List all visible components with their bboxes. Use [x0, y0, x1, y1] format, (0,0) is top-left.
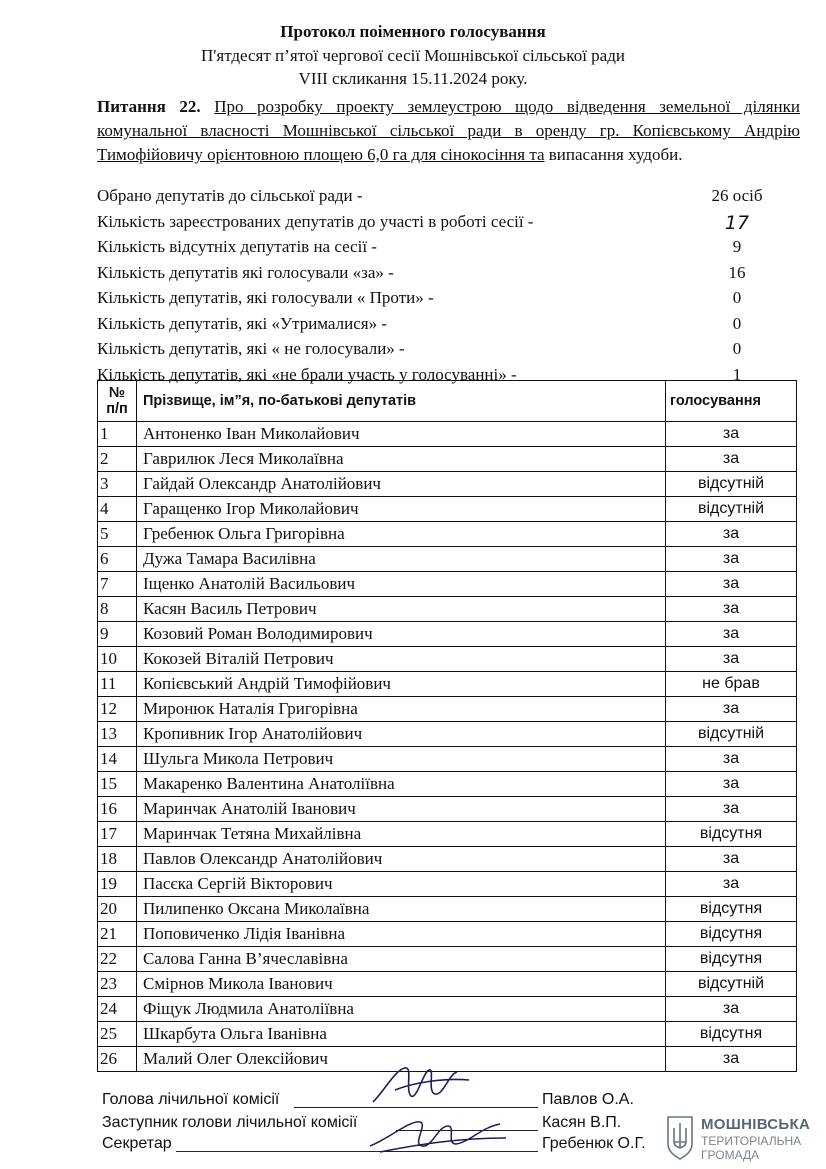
logo-line-1: МОШНІВСЬКА	[701, 1116, 811, 1133]
deputy-name: Пасєка Сергій Вікторович	[137, 872, 666, 897]
table-row	[98, 797, 797, 822]
session-line: П'ятдесят п’ятої чергової сесії Мошнівської сільської ради	[201, 46, 625, 65]
vote-result: відсутній	[666, 972, 797, 997]
stat-value: 26 осіб	[711, 186, 763, 205]
deputy-name: Іщенко Анатолій Васильович	[137, 572, 666, 597]
stat-row	[97, 186, 800, 212]
vote-result: за	[666, 797, 797, 822]
row-number: 25	[98, 1022, 137, 1047]
table-row	[98, 647, 797, 672]
deputy-name: Кропивник Ігор Анатолійович	[137, 722, 666, 747]
table-row	[98, 822, 797, 847]
table-row	[98, 722, 797, 747]
vote-result: за	[666, 522, 797, 547]
vote-result: відсутня	[666, 1022, 797, 1047]
vote-result: за	[666, 547, 797, 572]
table-row	[98, 997, 797, 1022]
row-number: 16	[98, 797, 137, 822]
deputy-name: Антоненко Іван Миколайович	[137, 422, 666, 447]
deputy-name: Малий Олег Олексійович	[137, 1047, 666, 1072]
vote-result: за	[666, 647, 797, 672]
stat-value: 0	[732, 288, 742, 307]
row-number: 15	[98, 772, 137, 797]
vote-result: за	[666, 1047, 797, 1072]
question-label: Питання 22.	[97, 97, 201, 116]
row-number: 17	[98, 822, 137, 847]
row-number: 5	[98, 522, 137, 547]
table-row	[98, 697, 797, 722]
deputy-name: Пилипенко Оксана Миколаївна	[137, 897, 666, 922]
vote-result: за	[666, 872, 797, 897]
deputy-name: Смірнов Микола Іванович	[137, 972, 666, 997]
votes-table	[97, 380, 797, 1072]
stat-value: 0	[732, 339, 742, 358]
trident-emblem-icon	[665, 1114, 695, 1160]
deputy-name: Маринчак Тетяна Михайлівна	[137, 822, 666, 847]
row-number: 7	[98, 572, 137, 597]
row-number: 18	[98, 847, 137, 872]
row-number: 13	[98, 722, 137, 747]
row-number: 24	[98, 997, 137, 1022]
row-number: 10	[98, 647, 137, 672]
deputy-name: Гребенюк Ольга Григорівна	[137, 522, 666, 547]
vote-result: відсутня	[666, 947, 797, 972]
vote-result: за	[666, 422, 797, 447]
vote-result: за	[666, 622, 797, 647]
table-header-row	[98, 381, 797, 422]
vote-result: відсутня	[666, 822, 797, 847]
community-logo	[665, 1114, 815, 1164]
vote-result: відсутній	[666, 497, 797, 522]
table-row	[98, 472, 797, 497]
stat-label: Кількість депутатів, які «не брали участь у голосуванні» -	[97, 364, 517, 384]
vote-result: відсутня	[666, 897, 797, 922]
row-number: 2	[98, 447, 137, 472]
logo-line-3: ГРОМАДА	[701, 1148, 760, 1162]
stat-row	[97, 263, 800, 289]
deputy-name: Салова Ганна В’ячеславівна	[137, 947, 666, 972]
vote-result: не брав	[666, 672, 797, 697]
table-row	[98, 497, 797, 522]
deputy-name: Кокозей Віталій Петрович	[137, 647, 666, 672]
document-title: Протокол поіменного голосування	[280, 22, 546, 41]
table-row	[98, 922, 797, 947]
table-row	[98, 847, 797, 872]
deputy-name: Шульга Микола Петрович	[137, 747, 666, 772]
table-row	[98, 897, 797, 922]
table-row	[98, 547, 797, 572]
table-row	[98, 522, 797, 547]
row-number: 14	[98, 747, 137, 772]
stat-label: Кількість відсутніх депутатів на сесії -	[97, 237, 377, 256]
question-text: Про розробку проекту землеустрою щодо відведення земельної ділянки комунальної власності Мошнівської сільської ради в оренду гр. Копієвському Андрію Тимофійовичу орієнтовною площею 6,0 га для сінокосіння та	[97, 97, 800, 164]
deputy-name: Маринчак Анатолій Іванович	[137, 797, 666, 822]
vote-result: за	[666, 572, 797, 597]
vote-result: за	[666, 747, 797, 772]
row-number: 4	[98, 497, 137, 522]
row-number: 8	[98, 597, 137, 622]
stat-value-handwritten: 17	[724, 211, 750, 234]
deputy-name: Шкарбута Ольга Іванівна	[137, 1022, 666, 1047]
table-row	[98, 1022, 797, 1047]
stat-row	[97, 237, 800, 263]
handwritten-signature-2	[360, 1108, 510, 1158]
signature-role: Секретар	[102, 1135, 172, 1152]
row-number: 21	[98, 922, 137, 947]
deputy-name: Гайдай Олександр Анатолійович	[137, 472, 666, 497]
stat-value: 9	[732, 237, 742, 256]
row-number: 20	[98, 897, 137, 922]
deputy-name: Павлов Олександр Анатолійович	[137, 847, 666, 872]
handwritten-signature-1	[365, 1060, 475, 1110]
table-row	[98, 972, 797, 997]
deputy-name: Макаренко Валентина Анатоліївна	[137, 772, 666, 797]
deputy-name: Гаращенко Ігор Миколайович	[137, 497, 666, 522]
header-name: Прізвище, ім”я, по-батькові депутатів	[137, 381, 666, 422]
vote-result: відсутня	[666, 922, 797, 947]
row-number: 1	[98, 422, 137, 447]
table-row	[98, 572, 797, 597]
vote-result: за	[666, 847, 797, 872]
row-number: 26	[98, 1047, 137, 1072]
stat-value: 0	[732, 313, 742, 333]
signature-name: Павлов О.А.	[542, 1091, 634, 1108]
table-row	[98, 672, 797, 697]
deputy-name: Гаврилюк Леся Миколаївна	[137, 447, 666, 472]
row-number: 9	[98, 622, 137, 647]
vote-result: за	[666, 772, 797, 797]
table-row	[98, 872, 797, 897]
question-text-end: випасання худоби.	[548, 145, 683, 164]
vote-result: за	[666, 597, 797, 622]
deputy-name: Фіщук Людмила Анатоліївна	[137, 997, 666, 1022]
signature-name: Касян В.П.	[542, 1114, 622, 1131]
stat-value: 1	[732, 364, 742, 384]
stat-row	[97, 339, 800, 365]
stat-row	[97, 314, 800, 340]
deputy-name: Копієвський Андрій Тимофійович	[137, 672, 666, 697]
stat-label: Кількість зареєстрованих депутатів до участі в роботі сесії -	[97, 211, 534, 231]
row-number: 6	[98, 547, 137, 572]
table-row	[98, 947, 797, 972]
signature-role: Заступник голови лічильної комісії	[102, 1114, 358, 1131]
table-row	[98, 747, 797, 772]
stat-label: Кількість депутатів, які «Утрималися» -	[97, 313, 387, 333]
vote-result: за	[666, 997, 797, 1022]
row-number: 3	[98, 472, 137, 497]
deputy-name: Дужа Тамара Василівна	[137, 547, 666, 572]
vote-result: за	[666, 697, 797, 722]
header-vote: голосування	[666, 381, 797, 422]
stat-row	[97, 288, 800, 314]
deputy-name: Поповиченко Лідія Іванівна	[137, 922, 666, 947]
logo-line-2: ТЕРИТОРІАЛЬНА	[701, 1134, 802, 1148]
convocation-line: VIII скликання 15.11.2024 року.	[298, 69, 528, 88]
signature-role: Голова лічильної комісії	[102, 1091, 280, 1108]
vote-result: відсутній	[666, 722, 797, 747]
table-row	[98, 772, 797, 797]
signature-name: Гребенюк О.Г.	[542, 1135, 646, 1152]
stat-label: Кількість депутатів, які « не голосували» -	[97, 339, 405, 358]
stat-row	[97, 212, 800, 238]
stat-label: Обрано депутатів до сільської ради -	[97, 186, 363, 205]
table-row	[98, 597, 797, 622]
stat-label: Кількість депутатів які голосували «за» -	[97, 262, 394, 282]
vote-result: за	[666, 447, 797, 472]
row-number: 11	[98, 672, 137, 697]
stat-value: 16	[728, 262, 746, 282]
vote-result: відсутній	[666, 472, 797, 497]
row-number: 22	[98, 947, 137, 972]
stats-list	[97, 186, 800, 390]
deputy-name: Миронюк Наталія Григорівна	[137, 697, 666, 722]
deputy-name: Козовий Роман Володимирович	[137, 622, 666, 647]
stat-label: Кількість депутатів, які голосували « Проти» -	[97, 288, 434, 307]
table-row	[98, 622, 797, 647]
header-number: № п/п	[98, 381, 137, 422]
table-row	[98, 422, 797, 447]
table-row	[98, 447, 797, 472]
row-number: 12	[98, 697, 137, 722]
row-number: 19	[98, 872, 137, 897]
row-number: 23	[98, 972, 137, 997]
deputy-name: Касян Василь Петрович	[137, 597, 666, 622]
question-block	[97, 95, 800, 167]
